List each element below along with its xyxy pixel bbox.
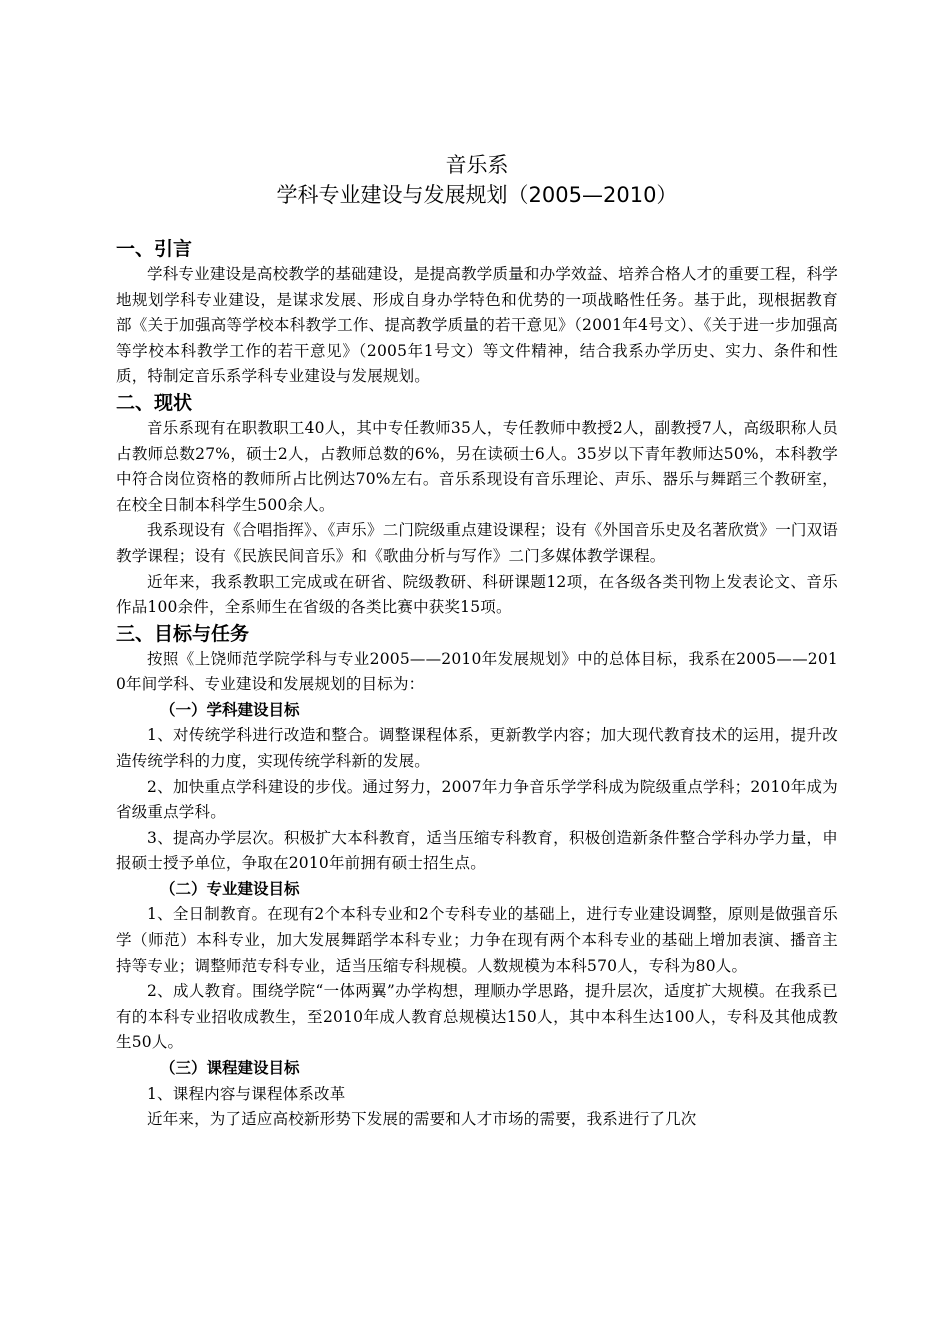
subsection-heading-major: （二）专业建设目标 xyxy=(160,879,300,898)
paragraph-curriculum-1: 1、课程内容与课程体系改革 xyxy=(147,1084,346,1103)
document-page xyxy=(116,150,838,1133)
paragraph-status-research: 近年来，我系教职工完成或在研省、院级教研、科研课题12项，在各级各类刊物上发表论文、音乐作品100余件，全系师生在省级的各类比赛中获奖15项。 xyxy=(116,572,838,617)
paragraph-status-courses: 我系现设有《合唱指挥》、《声乐》二门院级重点建设课程；设有《外国音乐史及名著欣赏》一门双语教学课程；设有《民族民间音乐》和《歌曲分析与写作》二门多媒体教学课程。 xyxy=(116,521,839,565)
paragraph-introduction: 学科专业建设是高校教学的基础建设，是提高教学质量和办学效益、培养合格人才的重要工程，科学地规划学科专业建设，是谋求发展、形成自身办学特色和优势的一项战略性任务。基于此，现根据教育部《关于加强高等学校本科教学工作、提高教学质量的若干意见》（2001年4号文）、《关于进一步加强高等学校本科教学工作的若干意见》（2005年1号文）等文件精神，结合我系办学历史、实力、条件和性质，特制定音乐系学科专业建设与发展规划。 xyxy=(116,265,838,386)
paragraph-major-1: 1、全日制教育。在现有2个本科专业和2个专科专业的基础上，进行专业建设调整，原则是做强音乐学（师范）本科专业，加大发展舞蹈学本科专业；力争在现有两个本科专业的基础上增加表演、播音主持等专业；调整师范专科专业，适当压缩专科规模。人数规模为本科570人，专科为80人。 xyxy=(116,905,838,975)
paragraph-discipline-2: 2、加快重点学科建设的步伐。通过努力，2007年力争音乐学学科成为院级重点学科；2010年成为省级重点学科。 xyxy=(116,777,838,822)
paragraph-major-2: 2、成人教育。围绕学院“一体两翼”办学构想，理顺办学思路，提升层次，适度扩大规模。在我系已有的本科专业招收成教生，至2010年成人教育总规模达150人，其中本科生达100人，专科及其他成教生50人。 xyxy=(116,982,838,1052)
subsection-heading-curriculum: （三）课程建设目标 xyxy=(160,1059,300,1078)
section-heading-status: 二、现状 xyxy=(116,391,193,414)
paragraph-discipline-1: 1、对传统学科进行改造和整合。调整课程体系，更新教学内容；加大现代教育技术的运用，提升改造传统学科的力度，实现传统学科新的发展。 xyxy=(116,726,838,770)
section-heading-goals: 三、目标与任务 xyxy=(116,622,250,645)
paragraph-goals-intro: 按照《上饶师范学院学科与专业2005——2010年发展规划》中的总体目标，我系在2005——2010年间学科、专业建设和发展规划的目标为： xyxy=(116,649,838,694)
document-title-line2: 学科专业建设与发展规划（2005—2010） xyxy=(276,183,678,207)
paragraph-discipline-3: 3、提高办学层次。积极扩大本科教育，适当压缩专科教育，积极创造新条件整合学科办学力量，申报硕士授予单位，争取在2010年前拥有硕士招生点。 xyxy=(116,828,838,873)
section-heading-introduction: 一、引言 xyxy=(116,238,193,260)
subsection-heading-discipline: （一）学科建设目标 xyxy=(160,700,300,719)
paragraph-status-staff: 音乐系现有在职教职工40人，其中专任教师35人，专任教师中教授2人，副教授7人，高级职称人员占教师总数27%，硕士2人，占教师总数的6%，另在读硕士6人。35岁以下青年教师达50%，本科教学中符合岗位资格的教师所占比例达70%左右。音乐系现设有音乐理论、声乐、器乐与舞蹈三个教研室，在校全日制本科学生500余人。 xyxy=(116,418,838,514)
paragraph-curriculum-2: 近年来，为了适应高校新形势下发展的需要和人才市场的需要，我系进行了几次 xyxy=(147,1110,697,1129)
document-title-line1: 音乐系 xyxy=(445,153,509,177)
title-spacer xyxy=(116,210,838,236)
